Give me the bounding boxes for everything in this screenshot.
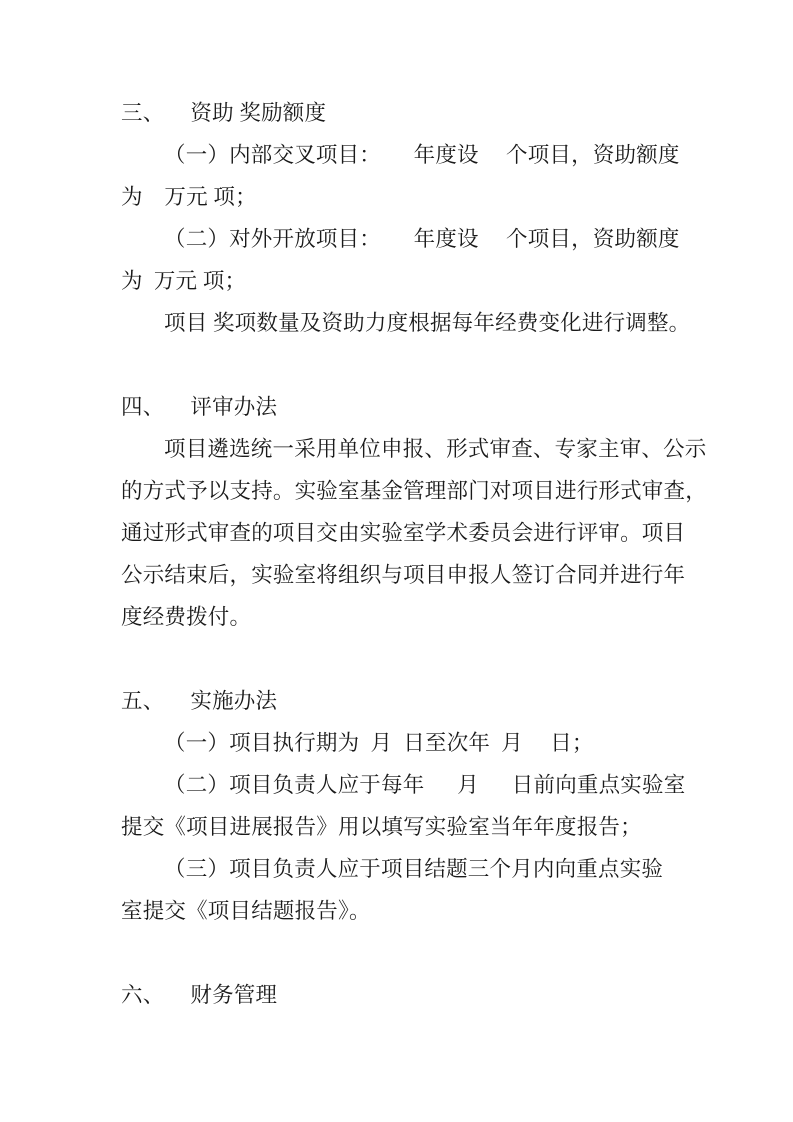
paragraph-internal-cross-project (121, 134, 696, 218)
paragraph-progress-report (121, 764, 696, 848)
doc-line: 为 万元 项； (121, 269, 247, 293)
doc-line: （一）项目执行期为 月 日至次年 月 日； (164, 731, 594, 755)
paragraph-review-process (121, 428, 707, 638)
doc-line: （三）项目负责人应于项目结题三个月内向重点实验 (164, 857, 664, 881)
section-title: 实施办法 (190, 689, 278, 713)
section-title: 评审办法 (190, 395, 278, 419)
section-implementation-method (121, 680, 696, 932)
doc-line: 公示结束后，实验室将组织与项目申报人签订合同并进行年 (121, 563, 686, 587)
doc-line: 提交《项目进展报告》用以填写实验室当年年度报告； (121, 815, 642, 839)
section-review-method (121, 386, 707, 638)
doc-line: （二）对外开放项目： 年度设 个项目，资助额度 (164, 227, 680, 251)
section-number: 三、 (121, 101, 165, 125)
paragraph-execution-period (121, 722, 696, 764)
doc-line: 项目遴选统一采用单位申报、形式审查、专家主审、公示 (164, 437, 707, 461)
paragraph-adjustment-note (121, 302, 696, 344)
section-heading (121, 974, 696, 1016)
section-title: 资助 奖励额度 (190, 101, 327, 125)
section-funding-amount (121, 92, 696, 344)
section-number: 四、 (121, 395, 165, 419)
doc-line: 通过形式审查的项目交由实验室学术委员会进行评审。项目 (121, 521, 686, 545)
doc-line: （一）内部交叉项目： 年度设 个项目，资助额度 (164, 143, 680, 167)
doc-line: 室提交《项目结题报告》。 (121, 899, 371, 923)
document-content (121, 92, 707, 1016)
section-financial-management (121, 974, 696, 1016)
section-heading (121, 680, 696, 722)
doc-line: 项目 奖项数量及资助力度根据每年经费变化进行调整。 (164, 311, 691, 335)
section-heading (121, 92, 696, 134)
section-number: 五、 (121, 689, 165, 713)
doc-line: （二）项目负责人应于每年 月 日前向重点实验室 (164, 773, 686, 797)
doc-line: 的方式予以支持。实验室基金管理部门对项目进行形式审查， (121, 479, 707, 503)
paragraph-final-report (121, 848, 696, 932)
section-title: 财务管理 (190, 983, 278, 1007)
doc-line: 为 万元 项； (121, 185, 257, 209)
section-heading (121, 386, 696, 428)
section-number: 六、 (121, 983, 165, 1007)
paragraph-open-project (121, 218, 696, 302)
doc-line: 度经费拨付。 (121, 605, 252, 629)
